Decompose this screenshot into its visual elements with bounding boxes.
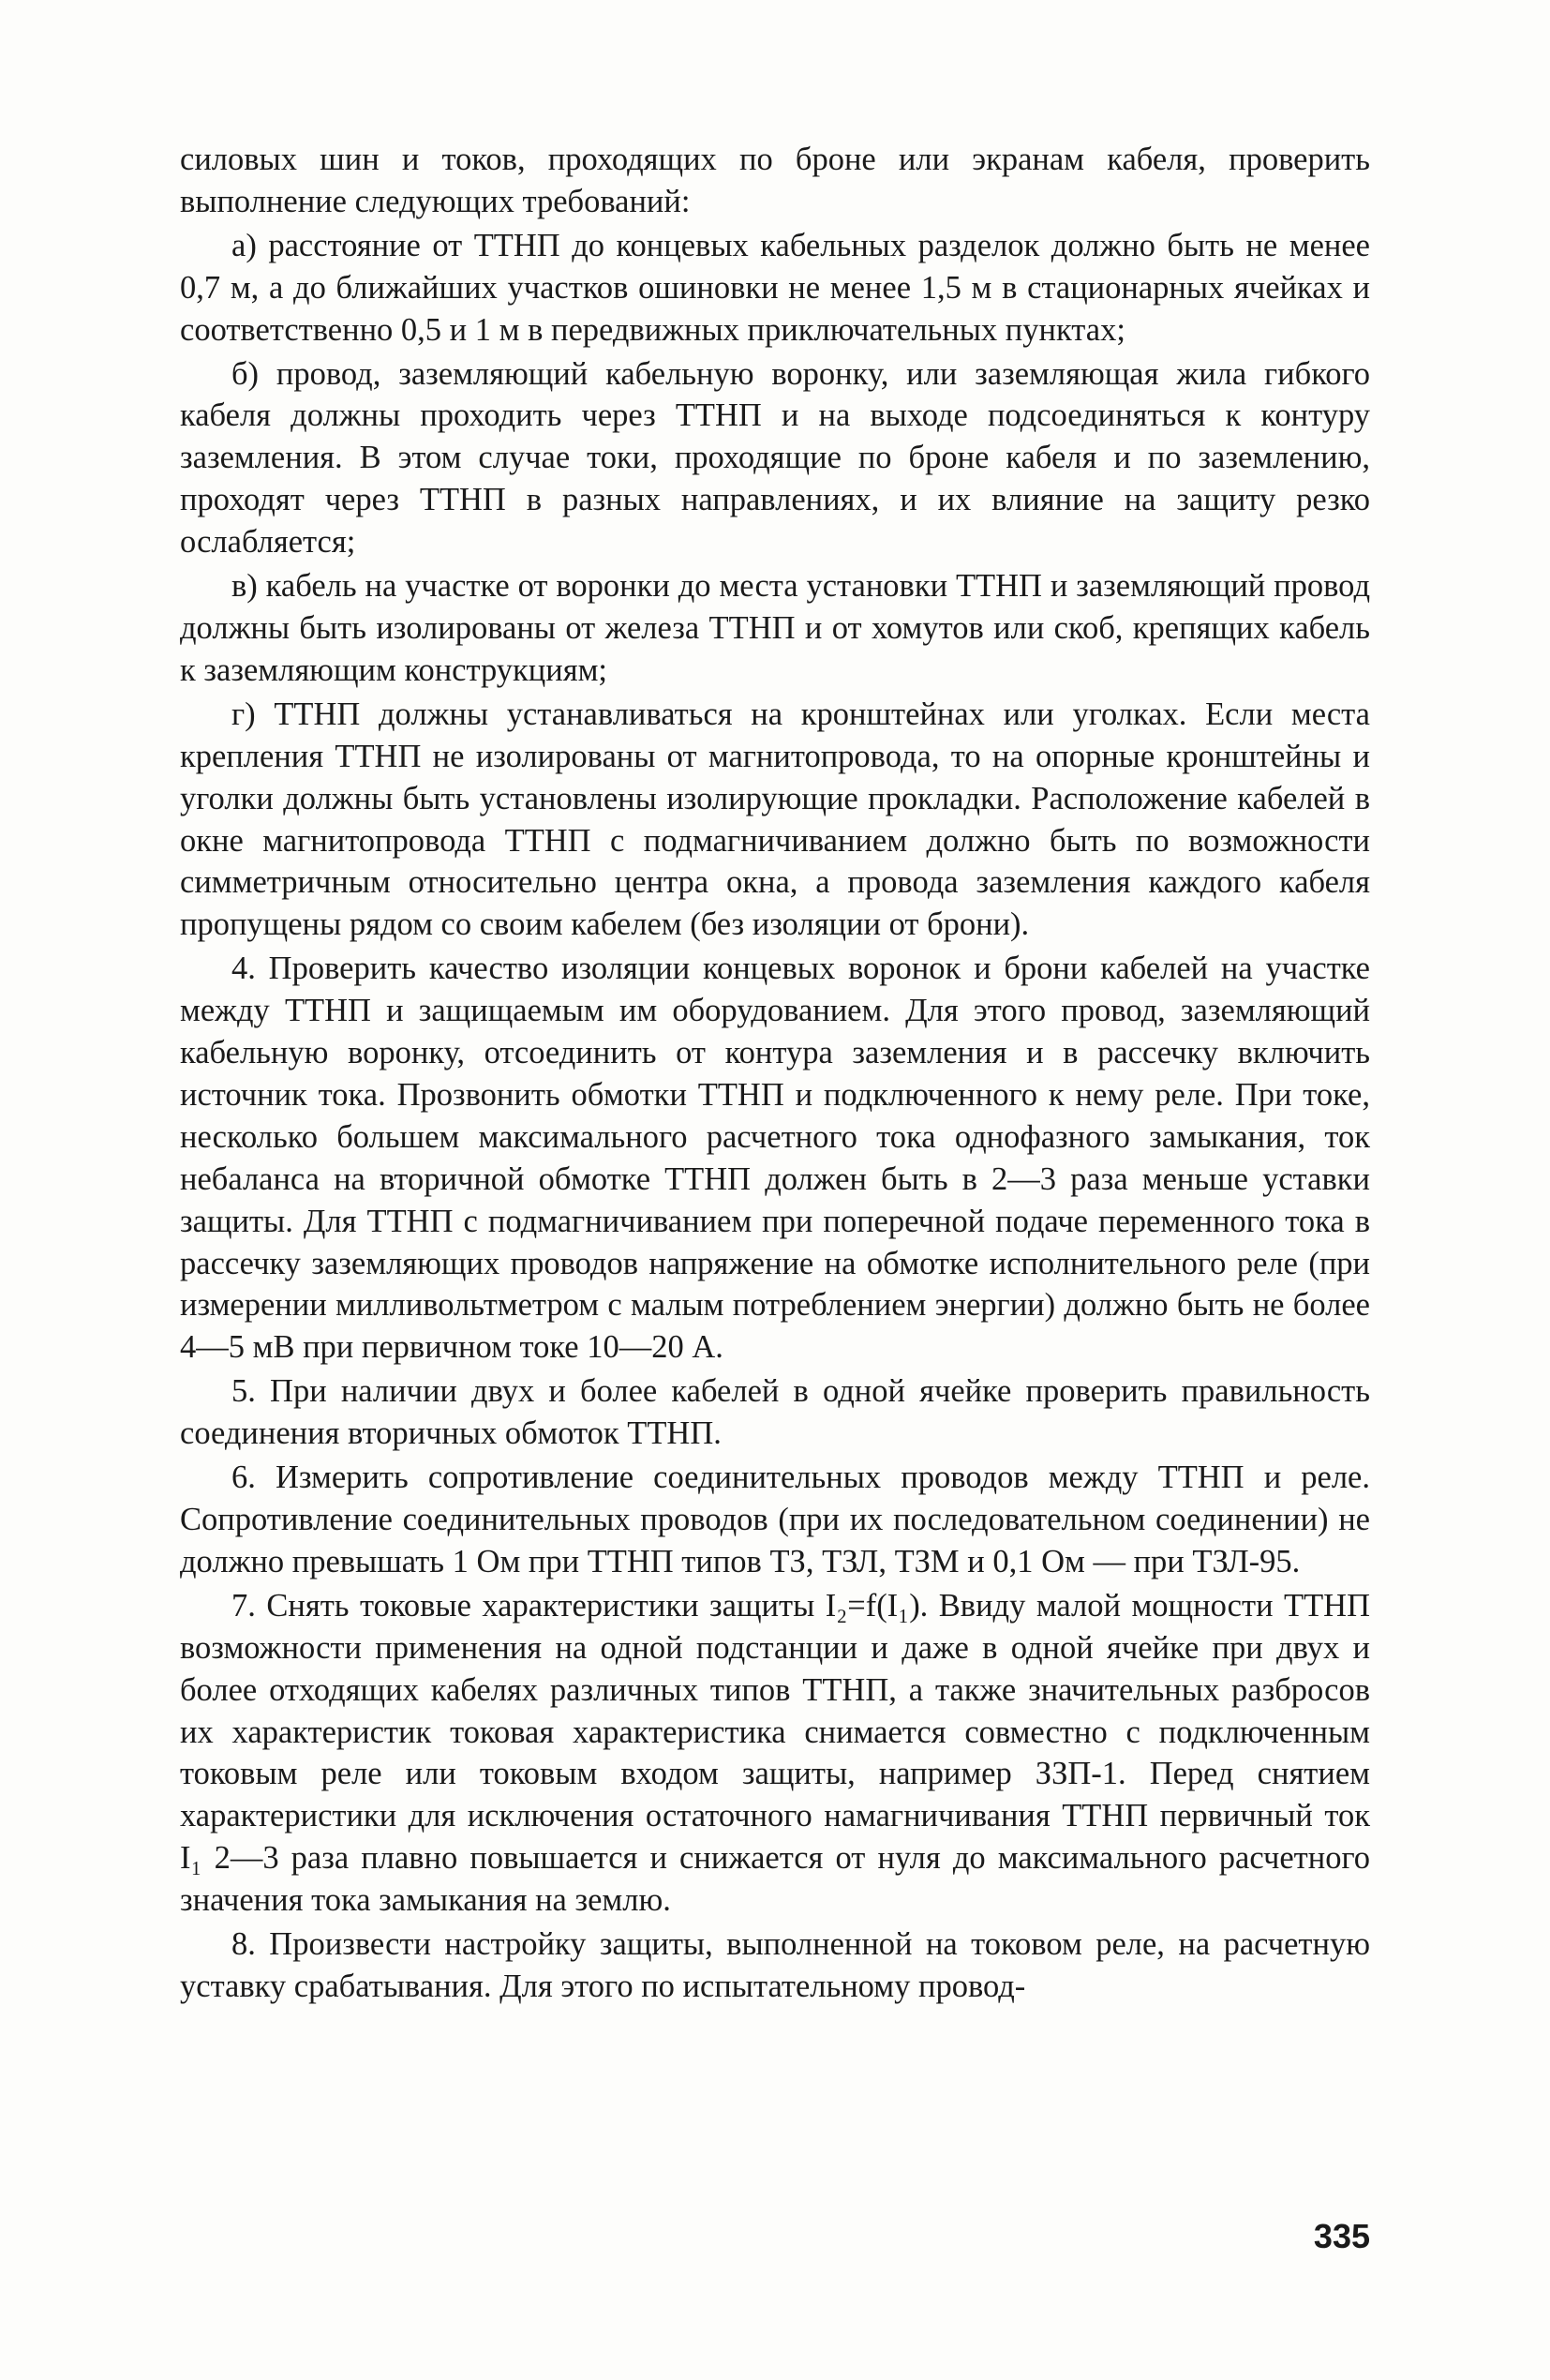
paragraph-step-5: 5. При наличии двух и более кабелей в одной ячейке проверить правильность соединения вторичных обмоток ТТНП.: [180, 1373, 1370, 1452]
paragraph-item-b: б) провод, заземляющий кабельную воронку, или заземляющая жила гибкого кабеля должны проходить через ТТНП и на выходе подсоединяться к контуру заземления. В этом случае токи, проходящие по броне кабеля и по заземлению, проходят через ТТНП в разных направлениях, и их влияние на защиту резко ослабляется;: [180, 355, 1370, 561]
paragraph-step-4: 4. Проверить качество изоляции концевых воронок и брони кабелей на участке между ТТНП и защищаемым им оборудованием. Для этого провод, заземляющий кабельную воронку, отсоединить от контура заземления и в рассечку включить источник тока. Прозвонить обмотки ТТНП и подключенного к нему реле. При токе, несколько большем максимального расчетного тока однофазного замыкания, ток небаланса на вторичной обмотке ТТНП должен быть в 2—3 раза меньше уставки защиты. Для ТТНП с подмагничиванием при поперечной подаче переменного тока в рассечку заземляющих проводов напряжение на обмотке исполнительного реле (при измерении милливольтметром с малым потреблением энергии) должно быть не более 4—5 мВ при первичном токе 10—20 А.: [180, 951, 1370, 1366]
paragraph-continuation: силовых шин и токов, проходящих по броне или экранам кабеля, проверить выполнение следующих требований:: [180, 142, 1370, 219]
paragraph-step-7: 7. Снять токовые характеристики защиты I₂=f(I₁). Ввиду малой мощности ТТНП возможности применения на одной подстанции и даже в одной ячейке при двух и более отходящих кабелях различных типов ТТНП, а также значительных разбросов их характеристик токовая характеристика снимается совместно с подключенным токовым реле или токовым входом защиты, например ЗЗП-1. Перед снятием характеристики для исключения остаточного намагничивания ТТНП первичный ток I₁ 2—3 раза плавно повышается и снижается от нуля до максимального расчетного значения тока замыкания на землю.: [180, 1587, 1370, 1919]
page-number: 335: [1313, 2217, 1370, 2255]
paragraph-item-a: а) расстояние от ТТНП до концевых кабельных разделок должно быть не менее 0,7 м, а до ближайших участков ошиновки не менее 1,5 м в стационарных ячейках и соответственно 0,5 и 1 м в передвижных приключательных пунктах;: [180, 227, 1370, 348]
paragraph-step-6: 6. Измерить сопротивление соединительных проводов между ТТНП и реле. Сопротивление соединительных проводов (при их последовательном соединении) не должно превышать 1 Ом при ТТНП типов ТЗ, ТЗЛ, ТЗМ и 0,1 Ом — при ТЗЛ-95.: [180, 1459, 1370, 1579]
paragraph-step-8: 8. Произвести настройку защиты, выполненной на токовом реле, на расчетную уставку срабатывания. Для этого по испытательному провод-: [180, 1926, 1370, 2004]
paragraph-item-g: г) ТТНП должны устанавливаться на кронштейнах или уголках. Если места крепления ТТНП не изолированы от магнитопровода, то на опорные кронштейны и уголки должны быть установлены изолирующие прокладки. Расположение кабелей в окне магнитопровода ТТНП с подмагничиванием должно быть по возможности симметричным относительно центра окна, а провода заземления каждого кабеля пропущены рядом со своим кабелем (без изоляции от брони).: [180, 696, 1370, 943]
page-body-text: [180, 139, 1370, 2010]
paragraph-item-v: в) кабель на участке от воронки до места установки ТТНП и заземляющий провод должны быть изолированы от железа ТТНП и от хомутов или скоб, крепящих кабель к заземляющим конструкциям;: [180, 568, 1370, 688]
